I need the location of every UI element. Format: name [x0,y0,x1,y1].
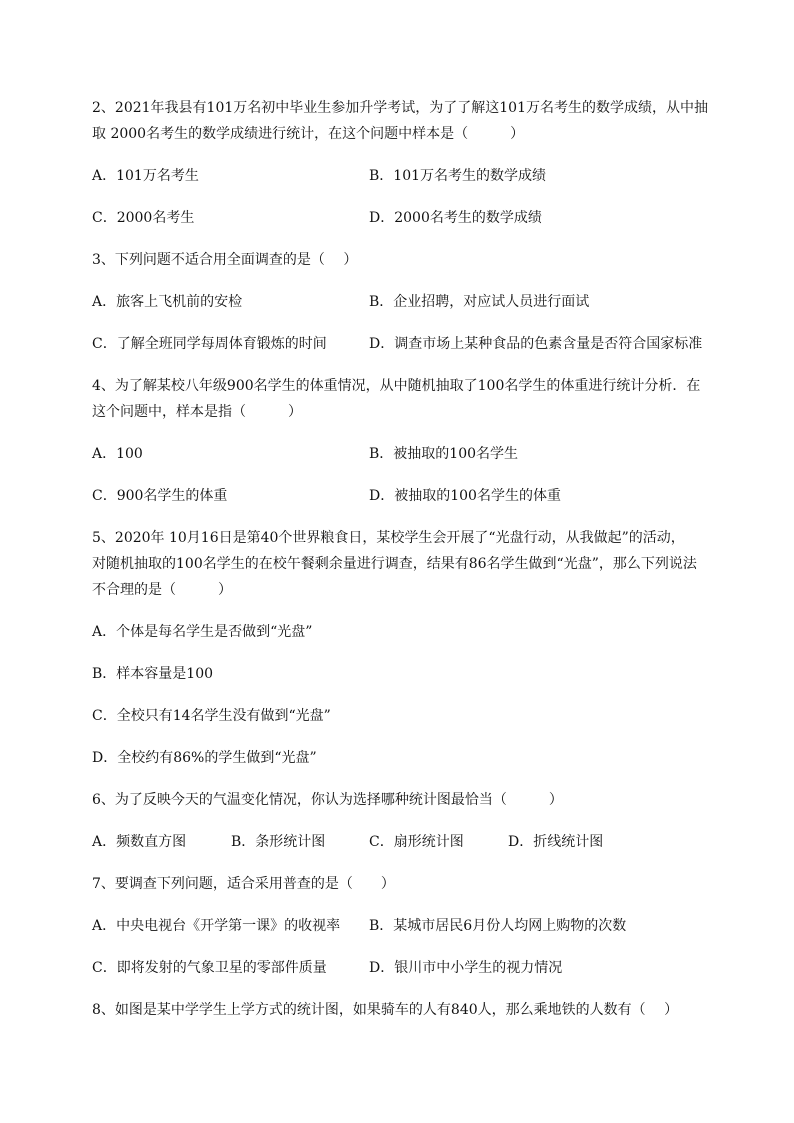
question-5-line-3: 不合理的是（ ） [92,582,232,598]
question-3-option-b: B．企业招聘，对应试人员进行面试 [369,294,590,310]
question-2-line-2: 取 2000名考生的数学成绩进行统计，在这个问题中样本是（ ） [92,126,525,142]
question-7-option-a: A．中央电视台《开学第一课》的收视率 [92,918,341,934]
question-3-option-c: C．了解全班同学每周体育锻炼的时间 [92,336,327,352]
question-2-option-a: A．101万名考生 [92,168,199,184]
question-6-option-d: D．折线统计图 [508,834,604,850]
question-5-option-d: D．全校约有86%的学生做到“光盘” [92,750,317,766]
question-7-option-b: B．某城市居民6月份人均网上购物的次数 [369,918,627,934]
question-6-option-a: A．频数直方图 [92,834,187,850]
question-8-line-1: 8、如图是某中学学生上学方式的统计图，如果骑车的人有840人，那么乘地铁的人数有（ ） [92,1002,679,1018]
question-7-option-c: C．即将发射的气象卫星的零部件质量 [92,960,327,976]
question-5-option-a: A．个体是每名学生是否做到“光盘” [92,624,313,640]
question-5-option-b: B．样本容量是100 [92,666,214,682]
question-3-line-1: 3、下列问题不适合用全面调查的是（ ） [92,252,358,268]
question-2-option-b: B．101万名考生的数学成绩 [369,168,547,184]
question-3-option-a: A．旅客上飞机前的安检 [92,294,243,310]
question-2-option-c: C．2000名考生 [92,210,195,226]
question-7-option-d: D．银川市中小学生的视力情况 [369,960,563,976]
question-4-option-d: D．被抽取的100名学生的体重 [369,488,561,504]
question-4-line-2: 这个问题中，样本是指（ ） [92,404,302,420]
question-6-option-b: B．条形统计图 [231,834,326,850]
question-5-option-c: C．全校只有14名学生没有做到“光盘” [92,708,331,724]
question-3-option-d: D．调查市场上某种食品的色素含量是否符合国家标准 [369,336,703,352]
question-7-line-1: 7、要调查下列问题，适合采用普查的是（ ） [92,876,395,892]
question-4-option-c: C．900名学生的体重 [92,488,228,504]
question-4-line-1: 4、为了解某校八年级900名学生的体重情况，从中随机抽取了100名学生的体重进行统计分析．在 [92,378,701,394]
question-5-line-1: 5、2020年 10月16日是第40个世界粮食日，某校学生会开展了“光盘行动，从我做起”的活动， [92,530,685,546]
question-4-option-b: B．被抽取的100名学生 [369,446,519,462]
question-2-option-d: D．2000名考生的数学成绩 [369,210,542,226]
question-6-line-1: 6、为了反映今天的气温变化情况，你认为选择哪种统计图最恰当（ ） [92,792,563,808]
question-5-line-2: 对随机抽取的100名学生的在校午餐剩余量进行调查，结果有86名学生做到“光盘”，那么下列说法 [92,556,697,572]
question-4-option-a: A．100 [92,446,143,462]
question-2-line-1: 2、2021年我县有101万名初中毕业生参加升学考试，为了了解这101万名考生的数学成绩，从中抽 [92,100,708,116]
question-6-option-c: C．扇形统计图 [369,834,464,850]
